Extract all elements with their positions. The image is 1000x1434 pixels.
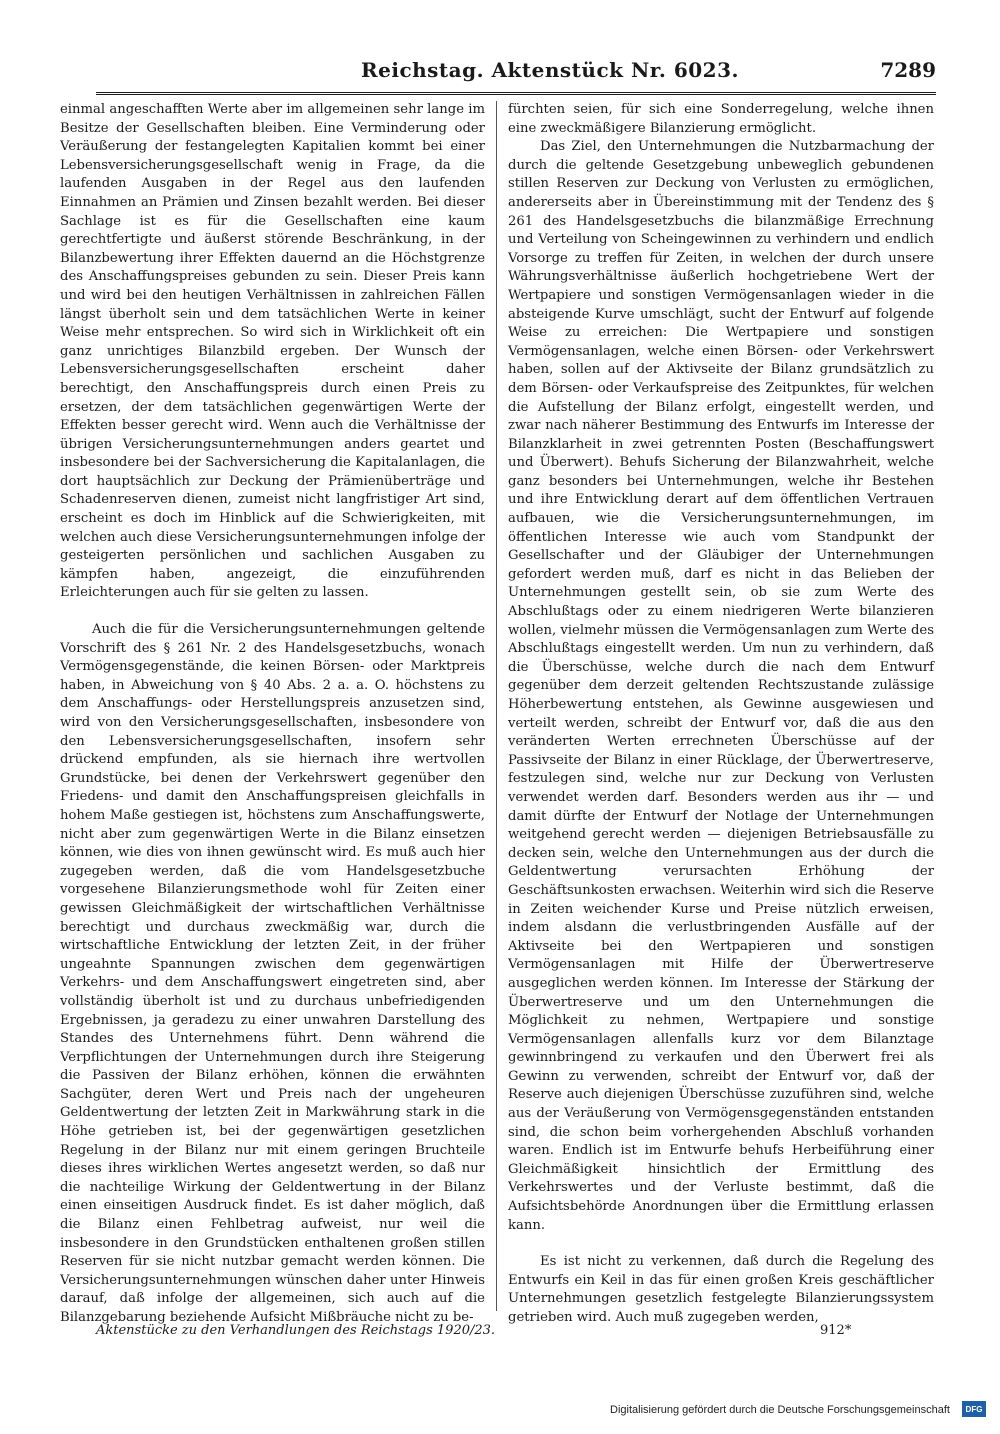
source-footnote: Aktenstücke zu den Verhandlungen des Reichstags 1920/23.: [96, 1323, 496, 1338]
right-column: [508, 101, 934, 1328]
dfg-logo-text: DFG: [965, 1404, 983, 1414]
digitization-credit: Digitalisierung gefördert durch die Deutsche Forschungsgemeinschaft: [610, 1404, 950, 1416]
column-divider: [496, 101, 497, 1311]
right-paragraph-2: Das Ziel, den Unternehmungen die Nutzbarmachung der durch die geltende Gesetzgebung unbeweglich gebundenen stillen Reserven zur Deckung von Verlusten zu ermöglichen, andererseits aber in Übereinstimmung mit der Tendenz des § 261 des Handelsgesetzbuchs die bilanzmäßige Errechnung und Verteilung von Scheingewinnen zu verhindern und endlich Vorsorge zu treffen für Zeiten, in welchen der durch unsere Währungsverhältnisse äußerlich hochgetriebene Wert der Wertpapiere und sonstigen Vermögensanlagen wieder in die absteigende Kurve umschlägt, sucht der Entwurf auf folgende Weise zu erreichen: Die Wertpapiere und sonstigen Vermögensanlagen, welche einen Börsen- oder Verkehrswert haben, sollen auf der Aktivseite der Bilanz grundsätzlich zu dem Börsen- oder Verkaufspreise des Zeitpunktes, für welchen die Aufstellung der Bilanz erfolgt, eingestellt werden, und zwar nach näherer Bestimmung des Entwurfs im Interesse der Bilanzklarheit in zwei getrennten Posten (Beschaffungswert und Überwert). Behufs Sicherung der Bilanzwahrheit, welche ganz besonders bei Unternehmungen, welche ihr Bestehen und ihre Entwicklung derart auf dem öffentlichen Vertrauen aufbauen, wie die Versicherungsunternehmungen, im öffentlichen Interesse wie auch vom Standpunkt der Gesellschafter und der Gläubiger der Unternehmungen gefordert werden muß, darf es nicht in das Belieben der Unternehmungen gestellt sein, ob sie zum Werte des Abschlußtags oder zu einem niedrigeren Werte bilanzieren wollen, vielmehr müssen die Vermögensanlagen zum Werte des Abschlußtags eingestellt werden. Um nun zu verhindern, daß die Überschüsse, welche durch die nach dem Entwurf gegenüber dem derzeit geltenden Rechtszustande zulässige Höherbewertung entstehen, als Gewinne ausgewiesen und verteilt werden, schreibt der Entwurf vor, daß die aus den veränderten Werten errechneten Überschüsse auf der Passivseite der Bilanz in einer Rücklage, der Überwertreserve, festzulegen sind, welche nur zur Deckung von Verlusten verwendet werden darf. Besonders werden aus ihr — und damit dürfte der Entwurf der Notlage der Unternehmungen weitgehend gerecht werden — diejenigen Betriebsausfälle zu decken sein, welche den Unternehmungen aus der durch die Geldentwertung verursachten Erhöhung der Geschäftsunkosten erwachsen. Weiterhin wird sich die Reserve in Zeiten weichender Kurse und Preise nützlich erweisen, indem alsdann die verlustbringenden Ausfälle auf der Aktivseite bei den Wertpapieren und sonstigen Vermögensanlagen mit Hilfe der Überwertreserve ausgeglichen werden können. Im Interesse der Stärkung der Überwertreserve und um den Unternehmungen die Möglichkeit zu nehmen, Wertpapiere und sonstige Vermögensanlagen allenfalls kurz vor dem Bilanztage gewinnbringend zu verkaufen und den Überwert frei als Gewinn zu verwenden, schreibt der Entwurf vor, daß der Reserve auch diejenigen Überschüsse zuzuführen sind, welche aus der Veräußerung von Vermögensgegenständen entstanden sind, die schon beim vorhergehenden Abschluß vorhanden waren. Endlich ist im Entwurfe behufs Herbeiführung einer Gleichmäßigkeit hinsichtlich der Ermittlung des Verkehrswertes und der Verluste bestimmt, daß die Aufsichtsbehörde Anordnungen über die Ermittlung erlassen kann.: [508, 139, 934, 1233]
header-rule: [96, 92, 936, 95]
left-paragraph-2: Auch die für die Versicherungsunternehmungen geltende Vorschrift des § 261 Nr. 2 des Handelsgesetzbuchs, wonach Vermögensgegenstände, die keinen Börsen- oder Marktpreis haben, in Abweichung von § 40 Abs. 2 a. a. O. höchstens zu dem Anschaffungs- oder Herstellungspreis anzusetzen sind, wird von den Versicherungsgesellschaften, insbesondere von den Lebensversicherungsgesellschaften, insofern sehr drückend empfunden, als sie hiernach ihre wertvollen Grundstücke, bei denen der Verkehrswert gegenüber den Friedens- und damit den Anschaffungspreisen gleichfalls in hohem Maße gestiegen ist, höchstens zum Anschaffungswerte, nicht aber zum gegenwärtigen Werte in die Bilanz einsetzen können, wie dies von ihnen gewünscht wird. Es muß auch hier zugegeben werden, daß die vom Handelsgesetzbuche vorgesehene Bilanzierungsmethode wohl für Zeiten einer gewissen Gleichmäßigkeit der wirtschaftlichen Verhältnisse berechtigt und durchaus zweckmäßig war, durch die wirtschaftliche Entwicklung der letzten Zeit, in der früher ungeahnte Spannungen zwischen dem gegenwärtigen Verkehrs- und dem Anschaffungswert eingetreten sind, aber vollständig überholt ist und zu durchaus unbefriedigenden Ergebnissen, ja geradezu zu einer unwahren Darstellung des Standes des Unternehmens führt. Denn während die Verpflichtungen der Unternehmungen durch ihre Steigerung die Passiven der Bilanz erhöhen, können die erwähnten Sachgüter, deren Wert und Preis nach der ungeheuren Geldentwertung der letzten Zeit in Markwährung stark in die Höhe getrieben ist, bei der gegenwärtigen gesetzlichen Regelung in der Bilanz nur mit einem geringen Bruchteile dieses ihres wirklichen Wertes angesetzt werden, so daß nur die nachteilige Wirkung der Geldentwertung in der Bilanz einen einseitigen Ausdruck findet. Es ist daher möglich, daß die Bilanz einen Fehlbetrag aufweist, nur weil die insbesondere in den Grundstücken enthaltenen großen stillen Reserven für sie nicht nutzbar gemacht werden können. Die Versicherungsunternehmungen wünschen daher unter Hinweis darauf, daß infolge der allgemeinen, sich auch auf die Bilanzgebarung beziehende Aufsicht Mißbräuche nicht zu be-: [60, 622, 485, 1325]
page-number: 7289: [880, 58, 936, 82]
running-title: Reichstag. Aktenstück Nr. 6023.: [361, 58, 739, 82]
right-paragraph-1: fürchten seien, für sich eine Sonderregelung, welche ihnen eine zweckmäßigere Bilanzierung ermöglicht.: [508, 102, 934, 136]
left-paragraph-1: einmal angeschafften Werte aber im allgemeinen sehr lange im Besitze der Gesellschaften bleiben. Eine Verminderung oder Veräußerung der festangelegten Kapitalien kommt bei einer Lebensversicherungsgesellschaft wenig in Frage, da die laufenden Ausgaben in der Regel aus den laufenden Einnahmen an Prämien und Zinsen bezahlt werden. Bei dieser Sachlage ist es für die Gesellschaften eine kaum gerechtfertigte und äußerst störende Beschränkung, in der Bilanzbewertung ihrer Effekten dauernd an die Höchstgrenze des Anschaffungspreises gebunden zu sein. Dieser Preis kann und wird bei den heutigen Verhältnissen in zahlreichen Fällen längst überholt sein und dem tatsächlichen Werte in keiner Weise mehr entsprechen. So wird sich in Wirklichkeit oft ein ganz unrichtiges Bilanzbild ergeben. Der Wunsch der Lebensversicherungsgesellschaften erscheint daher berechtigt, den Anschaffungspreis durch einen Preis zu ersetzen, der dem tatsächlichen gegenwärtigen Werte der Effekten besser gerecht wird. Wenn auch die Verhältnisse der übrigen Versicherungsunternehmungen anders geartet und insbesondere bei der Sachversicherung die Kapitalanlagen, die dort hauptsächlich zur Deckung der Prämienüberträge und Schadenreserven dienen, zumeist nicht langfristiger Art sind, erscheint es doch im Hinblick auf die Schwierigkeiten, mit welchen auch diese Versicherungsunternehmungen infolge der gesteigerten persönlichen und sachlichen Ausgaben zu kämpfen haben, angezeigt, die einzuführenden Erleichterungen auch für sie gelten zu lassen.: [60, 102, 485, 601]
sheet-code: 912*: [820, 1323, 852, 1338]
dfg-logo-icon: [962, 1401, 986, 1417]
right-paragraph-3: Es ist nicht zu verkennen, daß durch die Regelung des Entwurfs ein Keil in das für einen großen Kreis geschäftlicher Unternehmungen gesetzlich festgelegte Bilanzierungssystem getrieben wird. Auch muß zugegeben werden,: [508, 1254, 934, 1325]
left-column: [60, 101, 485, 1328]
running-header: [96, 56, 936, 90]
